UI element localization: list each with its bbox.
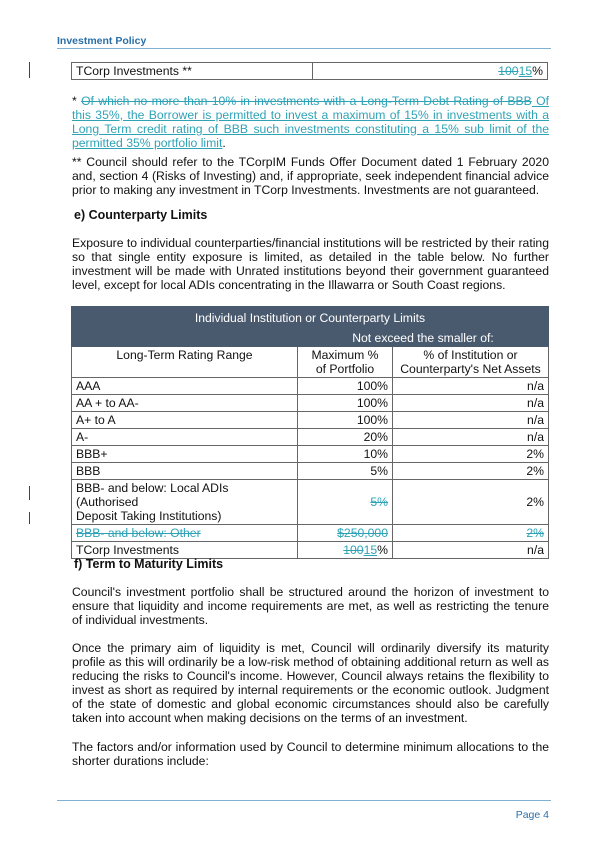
change-bar: [29, 62, 30, 78]
tcorp-top-table: [71, 62, 548, 80]
limits-table-subtitle: Not exceed the smaller of:: [298, 330, 549, 347]
page-header-title: Investment Policy: [57, 35, 147, 47]
table-row: A+ to A 100% n/a: [72, 412, 549, 429]
table-row: A- 20% n/a: [72, 429, 549, 446]
page-number: Page 4: [515, 809, 549, 821]
col-header-max: Maximum % of Portfolio: [298, 347, 393, 378]
counterparty-limits-table: [71, 306, 549, 559]
section-f-paragraph-1: Council's investment portfolio shall be structured around the horizon of investment to ensure that liquidity and income requirements are met, as well as restricting the tenure of individual investments.: [72, 585, 549, 627]
section-e-body: Exposure to individual counterparties/financial institutions will be restricted by their rating so that single entity exposure is limited, as detailed in the table below. No further investment will be made with Unrated institutions beyond their government guaranteed level, except for local ADIs concentrating in the Illawarra or South Coast regions.: [72, 236, 549, 292]
table-row: BBB+ 10% 2%: [72, 446, 549, 463]
section-f-paragraph-2: Once the primary aim of liquidity is met, Council will ordinarily diversify its maturity profile as this will ordinarily be a low-risk method of obtaining additional return as well as reducing the risks to Council's income. However, Council always retains the flexibility to invest as short as required by internal requirements or the economic outlook. Judgment of the state of domestic and global economic circumstances should also be carefully taken into account when making decisions on the terms of an investment.: [72, 641, 549, 725]
section-f-heading: f) Term to Maturity Limits: [74, 557, 224, 571]
header-rule: [57, 48, 551, 49]
change-bar: [29, 486, 30, 500]
table-row: AAA 100% n/a: [72, 378, 549, 395]
table-row-tcorp: TCorp Investments 10015% n/a: [72, 542, 549, 559]
table-row: AA + to AA- 100% n/a: [72, 395, 549, 412]
tcorp-top-value: 10015%: [313, 63, 548, 80]
table-row-local-adi: BBB- and below: Local ADIs (Authorised Deposit Taking Institutions) 5% 2%: [72, 480, 549, 525]
section-f-paragraph-3: The factors and/or information used by Council to determine minimum allocations to the shorter durations include:: [72, 740, 549, 768]
limits-table-subtitle-spacer: [72, 330, 298, 347]
limits-table-title: Individual Institution or Counterparty Limits: [72, 307, 549, 330]
tcorp-top-label: TCorp Investments **: [72, 63, 313, 80]
col-header-rating: Long-Term Rating Range: [72, 347, 298, 378]
table-row-other-deleted: BBB- and below: Other $250,000 2%: [72, 525, 549, 542]
table-row: BBB 5% 2%: [72, 463, 549, 480]
note-star: * Of which no more than 10% in investments with a Long-Term Debt Rating of BBB Of this 35%, the Borrower is permitted to invest a maximum of 15% in investments with a Long Term credit rating of BBB such investments constituting a 15% sub limit of the permitted 35% portfolio limit.: [72, 94, 549, 150]
change-bar: [29, 512, 30, 524]
footer-rule: [57, 800, 551, 801]
col-header-net-assets: % of Institution or Counterparty's Net Assets: [393, 347, 549, 378]
section-e-heading: e) Counterparty Limits: [74, 208, 208, 222]
note-double-star: ** Council should refer to the TCorpIM Funds Offer Document dated 1 February 2020 and, section 4 (Risks of Investing) and, if appropriate, seek independent financial advice prior to making any investment in TCorp Investments. Investments are not guaranteed.: [72, 155, 549, 197]
